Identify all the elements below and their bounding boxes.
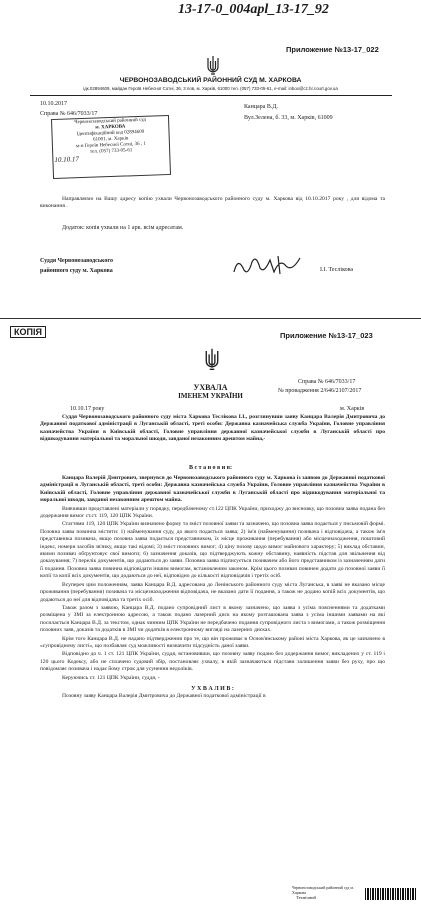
ruling-city: м. Харків xyxy=(340,406,365,412)
ruling-paragraph: Відповідно до ч. 1 ст. 121 ЦПК України, суддя, встановивши, що позовну заяву подано без додержання вимог, викладених у ст. 119 і 120 цього Кодексу, або не сплачено судовий збір, постановляє ухвалу, в якій зазначаються підстави залишення заяви без руху, про що повідомляє позивача і надає йому строк для усунення недоліків. xyxy=(40,651,385,673)
resolved-heading: У Х В А Л И В : xyxy=(191,685,234,692)
coat-of-arms-icon xyxy=(204,347,220,371)
trident-emblem-icon xyxy=(206,55,220,75)
stamp-line: Ідентифікаційний код 02894609 xyxy=(76,129,145,138)
signatory-title-2: районного суду м. Харкова xyxy=(40,268,113,274)
court-header: ЧЕРВОНОЗАВОДСЬКИЙ РАЙОННИЙ СУД М. ХАРКОВА xyxy=(119,77,302,84)
case-number: Справа № 646/7033/17 xyxy=(298,379,356,385)
handwritten-signature xyxy=(230,252,310,278)
ruling-final: Позовну заяву Канцара Валерія Дмитровича до Державної податкової адміністрації в xyxy=(62,692,266,699)
ruling-intro: Суддя Червонозаводського районного суду міста Харкова Теслікова І.І., розглянувши заяву Канцара Валерія Дмитровича до Державної податкової адміністрації в Луганській області, треті особи: Державна казначейська служба України, Головне управління казначейства України в Київській області, Головне управління державної казначейської служби в Луганській області про відшкодування матеріальної та моральної шкоди, завданої незаконним арештом майна,- xyxy=(40,414,385,443)
stamp-line: м-н Героїв Небесної Сотні, 36 , 1 xyxy=(75,141,146,150)
copy-label: КОПІЯ xyxy=(10,326,46,338)
letter-case-ref: Справа № 646/7033/17 xyxy=(40,111,98,117)
recipient-address: Вул.Зелена, б. 33, м. Харків, 61009 xyxy=(244,115,333,121)
barcode xyxy=(365,888,417,900)
signatory-title-1: Суддя Червонозаводського xyxy=(40,258,113,264)
established-heading: В с т а н о в и в: xyxy=(188,465,232,471)
footer-stamp: Червонозаводський районний суд м. Харкова xyxy=(292,885,354,895)
header-divider xyxy=(30,95,392,96)
court-stamp xyxy=(51,115,171,179)
court-address: ідк.02894609, майдан Героїв Небесної Сотні, 36, 3 пов, м. Харків, 61000 тел. (057) 733-05-61, e-mail: inbox@cz.hr.court.gov.ua xyxy=(83,86,338,91)
stamp-line: 10.10.17 xyxy=(54,155,80,164)
stamp-line: м. ХАРКОВА xyxy=(95,124,126,131)
ruling-paragraph: Крім того Канцара В.Д. не надано підтвердження про те, що він проживає в Основ'янському районі міста Харкова, як це зазначено в «супровідному листі», що позбавляє суд можливості визначити підсудність даної заяви. xyxy=(40,635,385,649)
stamp-line: тел. (057) 733-05-61 xyxy=(89,148,133,155)
stamp-line: 61001, м. Харків xyxy=(93,136,129,143)
ruling-paragraph: Статтями 119, 120 ЦПК України визначено форму та зміст позовної заяви та зазначено, що позовна заява подається у письмовій формі. Позовна заява повинна містити: 1) найменування суду, до якого подається заява; 2) ім'я (найменування) позивача і відповідача, а також ім'я представника позивача, якщо позовна заява подається представником, їх місце проживання (перебування) або місцезнаходження, поштовий індекс, номери засобів зв'язку, якщо такі відомі; 3) зміст позовних вимог; 4) ціну позову щодо вимог майнового характеру; 5) виклад обставин, якими позивач обґрунтовує свої вимоги; 6) зазначення доказів, що підтверджують кожну обставину, наявність підстав для звільнення від доказування; 7) перелік документів, що додаються до заяви. Позовна заява підписується позивачем або його представником із зазначенням дати її подання. Позовна заява повинна відповідати іншим вимогам, встановленим законом. Крім цього позивач повинен додати до позовної заяви її копії та копії всіх документів, що додаються до неї, відповідно до кількості відповідачів і третіх осіб. xyxy=(40,521,385,580)
ruling-title: УХВАЛА xyxy=(193,383,228,392)
annex-label: Приложение №13-17_022 xyxy=(286,45,379,54)
ruling-date: 10.10.17 року xyxy=(70,406,105,412)
ruling-annex-label: Приложение №13-17_023 xyxy=(280,331,373,340)
stamp-line: Червонозаводський районний суд xyxy=(74,117,147,126)
ruling-paragraph: Всупереч цим положенням, заява Канцара В.Д. адресована до Ленінського районного суду міста Луганська, в заяві не вказано місце проживання (перебування) позивача та місцезнаходження відповідача, не вказано дати її подання, а також не додано копій всіх документів, що додаються до неї для відповідача та третіх осіб. xyxy=(40,581,385,603)
section-divider xyxy=(0,318,421,319)
proceeding-number: № провадження 2/646/2107/2017 xyxy=(278,388,362,394)
footer-label: Технічний xyxy=(296,895,316,900)
ruling-paragraph: Керуючись ст. 121 ЦПК України, суддя, - xyxy=(62,674,160,681)
ruling-subtitle: ІМЕНЕМ УКРАЇНИ xyxy=(178,392,243,400)
ruling-paragraph: Канцара Валерій Дмитрович, звернувся до Червонозаводського районного суду м. Харкова із заявою до Державної податкової адміністрації в Луганській області, треті особи: Державна казначейська служба України, Головне управління казначейства України в Київській області, Головне управління державної казначейської служби в Луганській області про відшкодування матеріальної та моральної шкоди, завданої незаконним арештом майна. xyxy=(40,475,385,504)
letter-enclosure: Додаток: копія ухвали на 1 арк. всім адресатам. xyxy=(62,225,184,231)
signatory-name: І.І. Теслікова xyxy=(320,267,354,273)
document-id: 13-17-0_004apl_13-17_92 xyxy=(178,2,329,17)
letter-body: Направляємо на Вашу адресу копію ухвали Червонозаводського районного суду м. Харкова від 10.10.2017 року , для відома та виконання . xyxy=(40,196,385,210)
recipient-name: Канцара В.Д. xyxy=(244,104,278,110)
letter-date: 10.10.2017 xyxy=(40,101,67,107)
ruling-paragraph: Вивчивши представлені матеріали у порядку, передбаченому ст.122 ЦПК України, приходжу до висновку, що позовна заява подана без додержання вимог ст.ст. 119, 120 ЦПК України. xyxy=(40,505,385,520)
ruling-paragraph: Також разом з заявою, Канцара В.Д. подано супровідний лист в якому зазначено, що заява з усіма поясненнями та додатками розміщена у ЗМІ за електронною адресою, а також подано лазерний диск на якому розташована заява з усіма іншими заявами на які посилається Канцара В.Д. за текстом, однак чинним ЦПК України не передбачено подання супровідного листа з вимогами, а також розміщення позовних заяв, доказів та додатків в ЗМІ чи додатків в електронному вигляді на лазерних дисках. xyxy=(40,604,385,634)
ruling-paragraphs xyxy=(40,475,385,700)
